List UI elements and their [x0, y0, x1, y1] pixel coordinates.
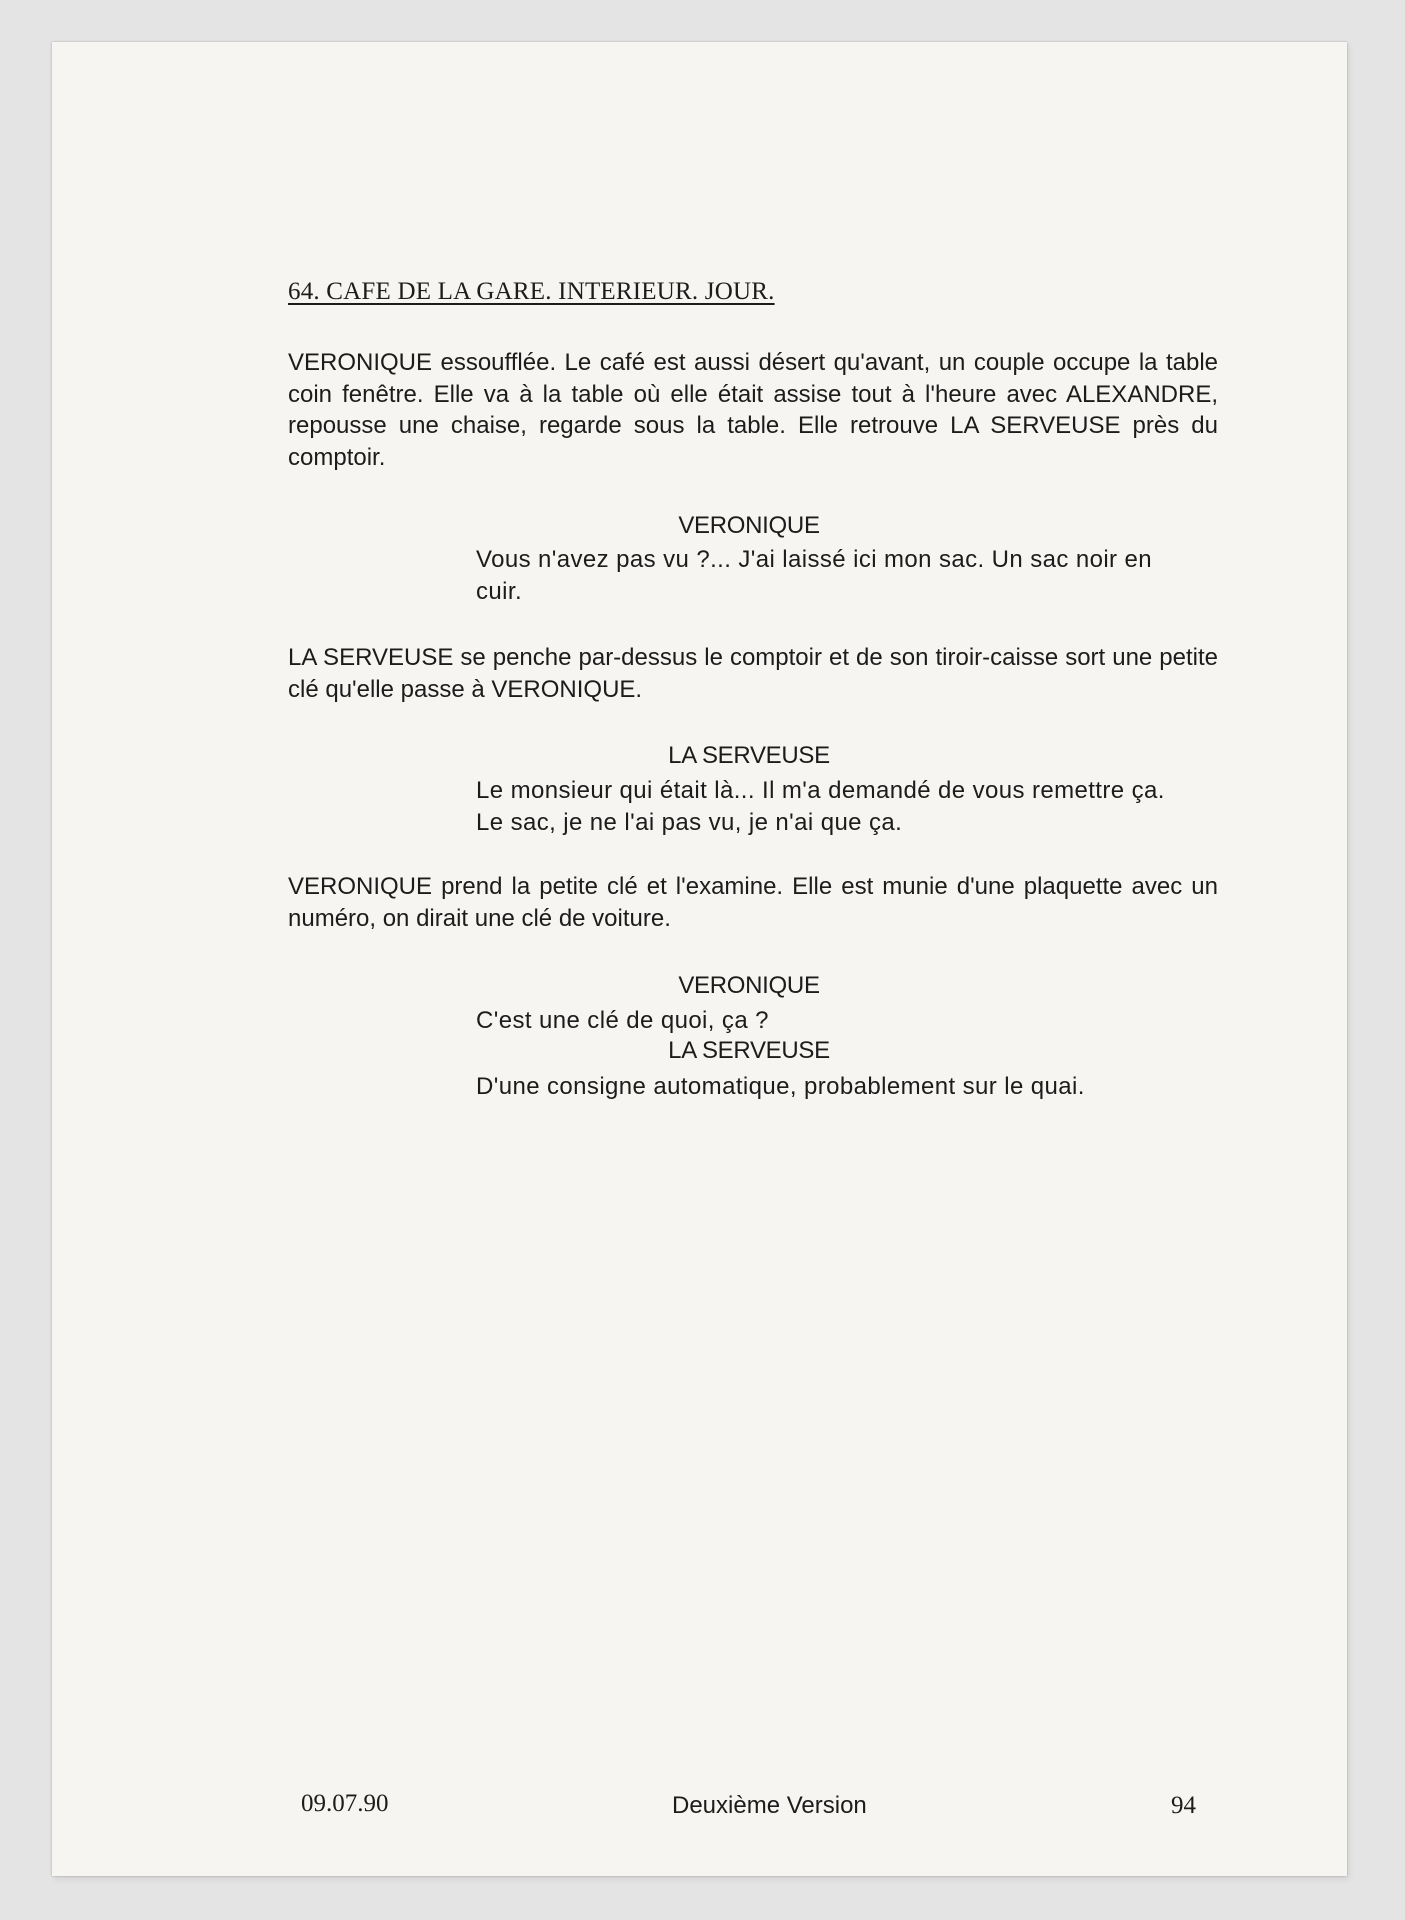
- dialogue-line: D'une consigne automatique, probablement sur le quai.: [476, 1073, 1085, 1100]
- action-paragraph: VERONIQUE essoufflée. Le café est aussi désert qu'avant, un couple occupe la table coin fenêtre. Elle va à la table où elle était assise tout à l'heure avec ALEXANDRE, repousse une chaise, regarde sous la table. Elle retrouve LA SERVEUSE près du comptoir.: [288, 349, 1218, 471]
- page-number: 94: [1171, 1792, 1196, 1819]
- script-page: [52, 42, 1347, 1876]
- character-cue: LA SERVEUSE: [668, 742, 830, 769]
- action-paragraph: LA SERVEUSE se penche par-dessus le comptoir et de son tiroir-caisse sort une petite clé qu'elle passe à VERONIQUE.: [288, 644, 1218, 703]
- character-cue: VERONIQUE: [678, 972, 820, 999]
- character-cue: LA SERVEUSE: [668, 1037, 830, 1064]
- character-cue: VERONIQUE: [678, 512, 820, 539]
- dialogue-line: C'est une clé de quoi, ça ?: [476, 1007, 769, 1034]
- dialogue-line: Le monsieur qui était là... Il m'a demandé de vous remettre ça. Le sac, je ne l'ai pas vu, je n'ai que ça.: [476, 777, 1165, 836]
- scene-heading: 64. CAFE DE LA GARE. INTERIEUR. JOUR.: [288, 278, 775, 305]
- action-paragraph: VERONIQUE prend la petite clé et l'examine. Elle est munie d'une plaquette avec un numéro, on dirait une clé de voiture.: [288, 873, 1218, 932]
- footer-date: 09.07.90: [301, 1790, 389, 1817]
- dialogue-line: Vous n'avez pas vu ?... J'ai laissé ici mon sac. Un sac noir en cuir.: [476, 546, 1153, 605]
- footer-version: Deuxième Version: [672, 1792, 867, 1819]
